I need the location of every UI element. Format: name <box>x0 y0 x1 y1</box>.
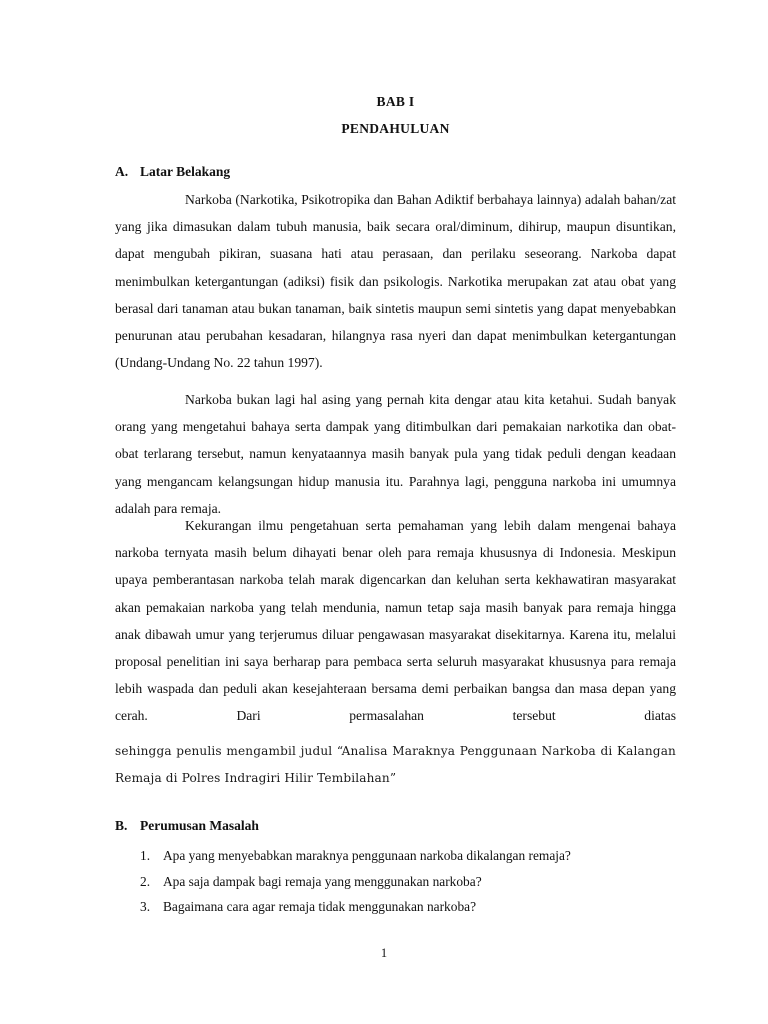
paragraph-latar-belakang-1 <box>115 186 676 376</box>
page-number: 1 <box>380 946 388 960</box>
list-item <box>115 843 676 869</box>
research-title-text: sehingga penulis mengambil judul “Analisa Maraknya Penggunaan Narkoba di Kalangan Remaja di Polres Indragiri Hilir Tembilahan” <box>115 744 676 786</box>
paragraph-text: Narkoba (Narkotika, Psikotropika dan Bahan Adiktif berbahaya lainnya) adalah bahan/zat yang jika dimasukan dalam tubuh manusia, baik secara oral/diminum, dihirup, maupun disuntikan, dapat mengubah pikiran, suasana hati atau perasaan, dan perilaku seseorang. Narkoba dapat menimbulkan ketergantungan (adiksi) fisik dan psikologis. Narkotika merupakan zat atau obat yang berasal dari tanaman atau bukan tanaman, baik sintetis maupun semi sintetis yang dapat menyebabkan penurunan atau perubahan kesadaran, hilangnya rasa nyeri dan dapat menimbulkan ketergantungan (Undang-Undang No. 22 tahun 1997). <box>115 192 676 371</box>
section-a-letter: A. <box>115 164 129 179</box>
list-item-number: 3. <box>140 899 151 914</box>
section-a-title: Latar Belakang <box>140 164 231 179</box>
list-item-label: Apa saja dampak bagi remaja yang menggunakan narkoba? <box>163 873 482 889</box>
chapter-label: BAB I <box>376 94 415 109</box>
research-title-lines <box>115 738 676 792</box>
list-item-label: Apa yang menyebabkan maraknya penggunaan narkoba dikalangan remaja? <box>163 848 571 863</box>
chapter-title: PENDAHULUAN <box>341 121 450 136</box>
section-b-letter: B. <box>115 818 128 833</box>
list-item-number: 2. <box>140 873 151 889</box>
paragraph-latar-belakang-3 <box>115 512 676 730</box>
perumusan-masalah-list <box>115 843 676 920</box>
list-item-number: 1. <box>140 848 151 863</box>
paragraph-text: Kekurangan ilmu pengetahuan serta pemahaman yang lebih dalam mengenai bahaya narkoba ternyata masih belum dihayati benar oleh para remaja khususnya di Indonesia. Meskipun upaya pemberantasan narkoba telah marak digencarkan dan keluhan serta kekhawatiran masyarakat akan pemakaian narkoba yang telah mendunia, namun tetap saja masih banyak para remaja hingga anak dibawah umur yang terjerumus diluar pengawasan masyarakat disekitarnya. Karena itu, melalui proposal penelitian ini saya berharap para pembaca serta seluruh masyarakat khususnya para remaja lebih waspada dan peduli akan kesejahteraan bersama demi perbaikan bangsa dan masa depan yang cerah. Dari permasalahan tersebut diatas <box>115 518 676 724</box>
list-item-label: Bagaimana cara agar remaja tidak menggunakan narkoba? <box>163 899 477 914</box>
section-heading-a <box>115 164 676 180</box>
paragraph-text: Narkoba bukan lagi hal asing yang pernah kita dengar atau kita ketahui. Sudah banyak orang yang mengetahui bahaya serta dampak yang ditimbulkan dari pemakaian narkotika dan obat-obat terlarang tersebut, namun kenyataannya masih banyak pula yang tidak peduli dengan keadaan yang mengancam kelangsungan hidup manusia itu. Parahnya lagi, pengguna narkoba ini umumnya adalah para remaja. <box>115 392 676 516</box>
list-item <box>115 894 676 920</box>
section-heading-b <box>115 818 676 834</box>
section-b-title: Perumusan Masalah <box>140 818 259 833</box>
list-item <box>115 869 676 895</box>
chapter-heading-group <box>115 88 676 142</box>
paragraph-latar-belakang-2 <box>115 386 676 522</box>
